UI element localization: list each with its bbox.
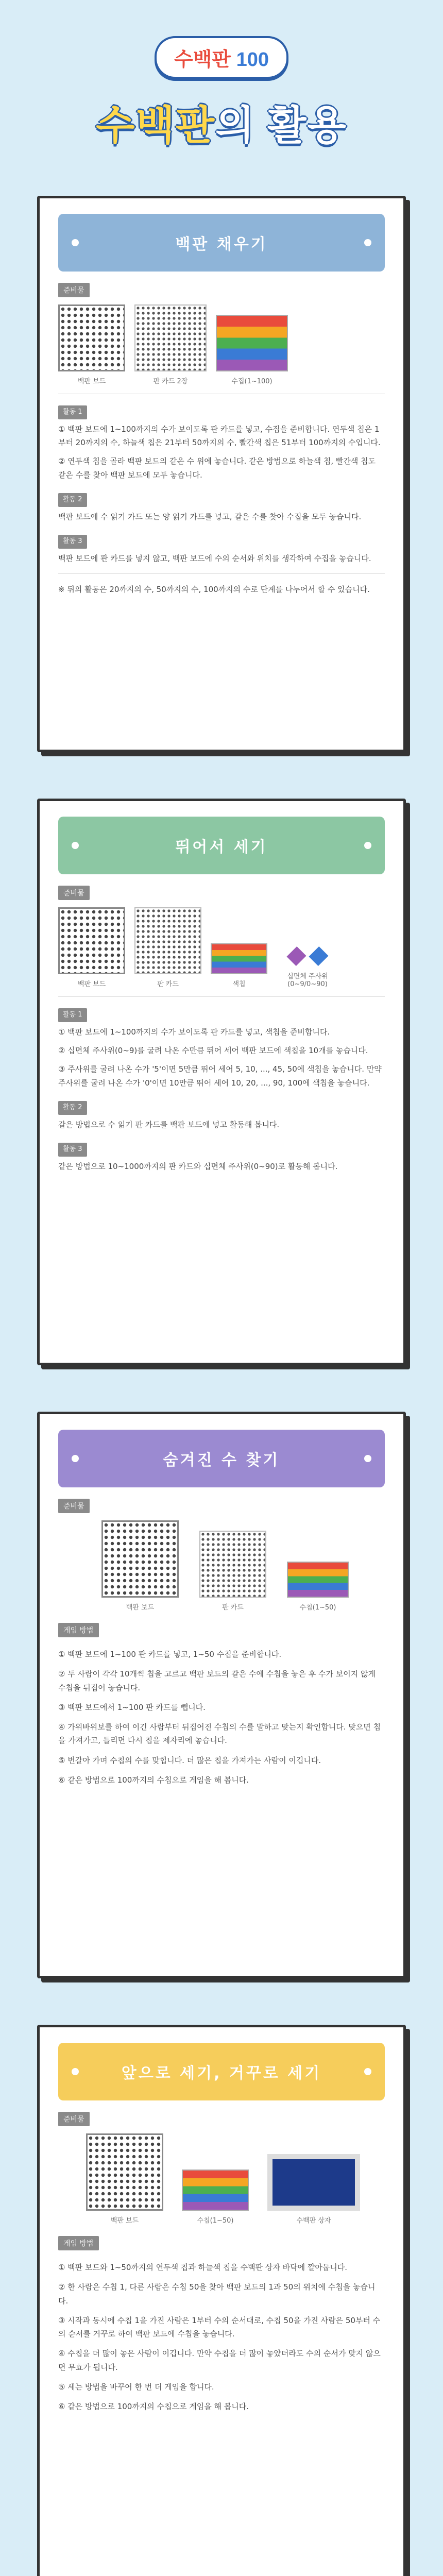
- step-3: [58, 1142, 385, 1173]
- material-chips: [216, 315, 288, 385]
- step-tag: 활동 3: [58, 535, 87, 549]
- material-label: 수집(1~100): [231, 378, 272, 385]
- step-line: 같은 방법으로 10~1000까지의 판 카드와 십면체 주사위(0~90)로 활동해 봅니다.: [58, 1161, 338, 1171]
- materials: [40, 297, 403, 385]
- material-board: [58, 907, 125, 988]
- game-line: ② 한 사람은 수칩 1, 다른 사람은 수칩 50을 찾아 백판 보드의 1과 50의 위치에 수칩을 놓습니다.: [58, 2282, 376, 2306]
- activity-card-3: [37, 1412, 406, 1978]
- chips-image: [287, 1562, 349, 1598]
- material-label: 백판 보드: [77, 980, 106, 988]
- step-tag: 활동 2: [58, 493, 87, 507]
- game-line: ① 백판 보드에 1~100 판 카드를 넣고, 1~50 수칩을 준비합니다.: [58, 1650, 282, 1659]
- material-card: [134, 907, 201, 988]
- material-label: 수칩(1~50): [197, 2217, 234, 2225]
- card-title-text: 숨겨진 수 찾기: [163, 1451, 280, 1469]
- brand-logo: [155, 36, 288, 79]
- material-label: 백판 보드: [110, 2217, 139, 2225]
- card-title-text: 뛰어서 세기: [175, 838, 268, 856]
- step-line: 백판 보드에 판 카드를 넣지 않고, 백판 보드에 수의 순서와 위치를 생각하여 수집을 놓습니다.: [58, 553, 371, 563]
- step-tag: 활동 2: [58, 1101, 87, 1115]
- material-label: 판 카드 2장: [153, 378, 188, 385]
- logo-text: 수백판: [174, 49, 231, 71]
- chips-image: [216, 315, 288, 371]
- material-card: [134, 304, 207, 385]
- prep-label: 준비물: [58, 2112, 90, 2126]
- material-card: [199, 1531, 266, 1612]
- material-label: 수백판 상자: [296, 2217, 331, 2225]
- step-2: [58, 492, 385, 523]
- game-line: ⑤ 세는 방법을 바꾸어 한 번 더 게임을 합니다.: [58, 2382, 214, 2392]
- box-image: [267, 2154, 360, 2211]
- card-title: [58, 1430, 385, 1487]
- material-label: 십면체 주사위 (0~9/0~90): [287, 973, 328, 988]
- material-label: 수칩(1~50): [299, 1604, 336, 1612]
- game-line: ③ 시작과 동시에 수칩 1을 가진 사람은 1부터 수의 순서대로, 수칩 50을 가진 사람은 50부터 수의 순서를 거꾸로 하여 백판 보드에 수칩을 놓습니다.: [58, 2315, 381, 2338]
- step-3: [58, 534, 385, 565]
- step-tag: 활동 1: [58, 405, 87, 419]
- game-line: ⑥ 같은 방법으로 100까지의 수칩으로 게임을 해 봅니다.: [58, 1775, 249, 1785]
- game-steps: [58, 2261, 385, 2413]
- board-image: [86, 2133, 163, 2211]
- materials: [40, 2126, 403, 2225]
- step-1: [58, 404, 385, 482]
- material-label: 색칩: [232, 980, 246, 988]
- page-title-b: 의 활용: [215, 103, 347, 148]
- chips-image: [211, 943, 267, 974]
- material-board: [86, 2133, 163, 2225]
- materials: [40, 1513, 403, 1612]
- card-title: [58, 214, 385, 272]
- game-line: ② 두 사람이 각각 10개씩 칩을 고르고 백판 보드의 같은 수에 수칩을 놓은 후 수가 보이지 않게 수칩을 뒤집어 놓습니다.: [58, 1669, 376, 1692]
- material-board: [58, 304, 125, 385]
- material-label: 백판 보드: [126, 1604, 155, 1612]
- material-dice: [277, 946, 338, 988]
- step-1: [58, 1007, 385, 1090]
- step-tag: 활동 3: [58, 1143, 87, 1157]
- game-line: ④ 가위바위보를 하여 이긴 사람부터 뒤집어진 수칩의 수를 말하고 맞는지 확인합니다. 맞으면 칩을 가져가고, 틀리면 다시 칩을 제자리에 놓습니다.: [58, 1722, 381, 1745]
- board-image: [101, 1520, 179, 1598]
- card-title: [58, 817, 385, 874]
- board-image: [58, 304, 125, 371]
- page-title-a: 수백판: [96, 103, 216, 148]
- prep-label: 준비물: [58, 886, 90, 900]
- card-image: [134, 304, 207, 371]
- game-line: ⑤ 번갈아 가며 수칩의 수를 맞힙니다. 더 많은 칩을 가져가는 사람이 이깁니다.: [58, 1755, 321, 1765]
- materials: [40, 900, 403, 988]
- step-line: ② 십면체 주사위(0~9)를 굴려 나온 수만큼 뛰어 세어 백판 보드에 색칩을 10개를 놓습니다.: [58, 1046, 368, 1055]
- material-chips: [182, 2170, 249, 2225]
- step-line: 백판 보드에 수 읽기 카드 또는 양 읽기 카드를 넣고, 같은 수를 찾아 수집을 모두 놓습니다.: [58, 512, 362, 521]
- chips-image: [182, 2170, 249, 2211]
- dice-image: [287, 946, 328, 967]
- card-note: ※ 뒤의 활동은 20까지의 수, 50까지의 수, 100까지의 수로 단계를 나누어서 할 수 있습니다.: [58, 584, 370, 594]
- play-label: 게임 방법: [58, 2236, 99, 2250]
- activity-card-4: [37, 2025, 406, 2576]
- game-line: ③ 백판 보드에서 1~100 판 카드를 뺍니다.: [58, 1702, 206, 1712]
- game-steps: [58, 1648, 385, 1787]
- logo-number: 100: [236, 49, 269, 71]
- step-line: ① 백판 보드에 1~100까지의 수가 보이도록 판 카드를 넣고, 색칩을 준비합니다.: [58, 1027, 330, 1037]
- game-line: ① 백판 보드와 1~50까지의 연두색 칩과 하늘색 칩을 수백판 상자 바닥에 깔아둡니다.: [58, 2263, 348, 2272]
- step-2: [58, 1100, 385, 1131]
- card-image: [134, 907, 201, 974]
- card-title: [58, 2043, 385, 2100]
- card-title-text: 백판 채우기: [175, 235, 268, 253]
- material-label: 판 카드: [157, 980, 179, 988]
- material-board: [101, 1520, 179, 1612]
- material-label: 판 카드: [222, 1604, 244, 1612]
- activity-card-1: [37, 196, 406, 752]
- material-label: 백판 보드: [77, 378, 106, 385]
- card-image: [199, 1531, 266, 1598]
- step-line: ① 백판 보드에 1~100까지의 수가 보이도록 판 카드를 넣고, 수집을 준비합니다. 연두색 칩은 1부터 20까지의 수, 하늘색 칩은 21부터 50까지의 수, 빨간색 칩은 51부터 100까지의 수입니다.: [58, 424, 381, 447]
- material-box: [267, 2154, 360, 2225]
- step-line: ② 연두색 칩을 골라 백판 보드의 같은 수 위에 놓습니다. 같은 방법으로 하늘색 칩, 빨간색 칩도 같은 수를 찾아 백판 보드에 모두 놓습니다.: [58, 456, 376, 480]
- activity-card-2: [37, 799, 406, 1365]
- prep-label: 준비물: [58, 1499, 90, 1513]
- prep-label: 준비물: [58, 283, 90, 297]
- material-chips: [287, 1562, 349, 1612]
- material-chips: [211, 943, 267, 988]
- step-line: ③ 주사위를 굴려 나온 수가 '5'이면 5만큼 뛰어 세어 5, 10, ..., 45, 50에 색칩을 놓습니다. 만약 주사위를 굴려 나온 수가 '0'이면 10만큼 뛰어 세어 10, 20, ..., 90, 100에 색칩을 놓습니다.: [58, 1064, 382, 1088]
- step-line: 같은 방법으로 수 읽기 판 카드를 백판 보드에 넣고 활동해 봅니다.: [58, 1120, 280, 1129]
- step-tag: 활동 1: [58, 1008, 87, 1022]
- play-label: 게임 방법: [58, 1623, 99, 1637]
- header: [0, 0, 443, 170]
- board-image: [58, 907, 125, 974]
- card-title-text: 앞으로 세기, 거꾸로 세기: [121, 2064, 322, 2082]
- game-line: ④ 수칩을 더 많이 놓은 사람이 이깁니다. 만약 수칩을 더 많이 놓았더라도 수의 순서가 맞지 않으면 무효가 됩니다.: [58, 2349, 381, 2372]
- page-title: [0, 93, 443, 151]
- game-line: ⑥ 같은 방법으로 100까지의 수칩으로 게임을 해 봅니다.: [58, 2402, 249, 2411]
